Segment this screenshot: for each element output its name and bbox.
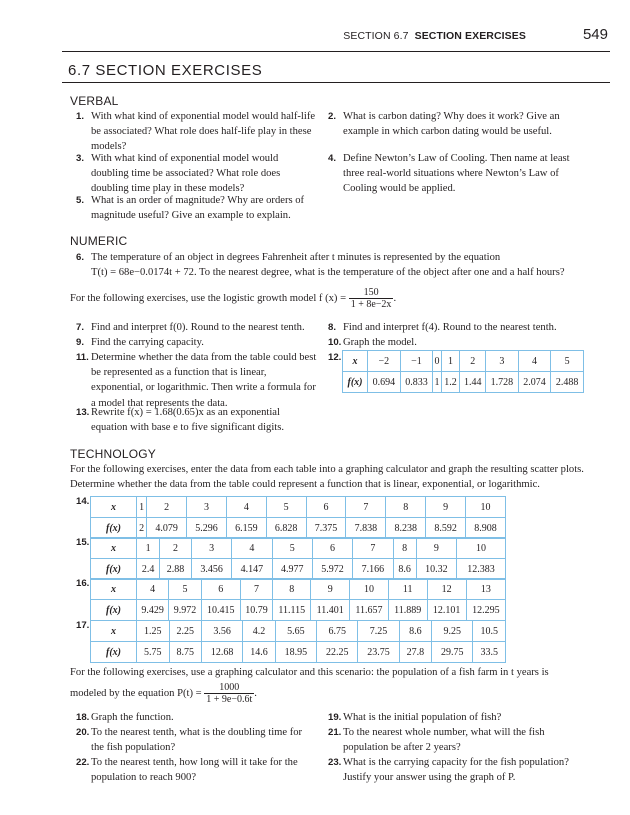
table-cell: 1.728: [486, 372, 519, 393]
fish-intro: For the following exercises, use a graphing calculator and this scenario: the population of a fish farm in t years is modeled by the equation P(t) = $\frac{1000}{1 + 9e-0.6t}$ .: [70, 665, 590, 705]
table-cell: 1.44: [460, 372, 486, 393]
table-cell: −2: [368, 351, 401, 372]
table-cell: 7.25: [358, 621, 399, 642]
table-cell: 6: [312, 538, 352, 559]
row-header: x: [91, 621, 137, 642]
table-cell: 3: [486, 351, 519, 372]
table-row-fx: [343, 372, 584, 393]
table-cell: 8.908: [466, 518, 506, 539]
fraction-numerator: 1000: [219, 682, 240, 693]
fraction-numerator: 150: [363, 287, 379, 298]
table-cell: 11.115: [273, 600, 311, 621]
table-cell: 6.75: [317, 621, 358, 642]
table-cell: 11.889: [388, 600, 427, 621]
question-text: What is the initial population of fish?: [343, 712, 502, 723]
table-cell: 29.75: [432, 642, 473, 663]
table-cell: 11.657: [350, 600, 389, 621]
question-text: What is an order of magnitude? Why are orders of magnitude useful? Give an example to explain.: [91, 195, 305, 222]
table-cell: 9.25: [432, 621, 473, 642]
question-text: With what kind of exponential model would doubling time be associated? What role does doubling time play in these models?: [91, 153, 281, 195]
table-cell: 9: [416, 538, 456, 559]
question-text: Find the carrying capacity.: [91, 337, 204, 348]
table-row-x: [91, 538, 506, 559]
table-cell: 9.429: [137, 600, 169, 621]
table-cell: 6.159: [226, 518, 266, 539]
table-cell: 6.828: [266, 518, 306, 539]
question-number: 16.: [76, 578, 90, 589]
numeric-heading: NUMERIC: [70, 234, 128, 248]
question-number: 13.: [76, 407, 90, 418]
table-cell: 2.25: [169, 621, 202, 642]
table-cell: 8: [273, 579, 311, 600]
row-header: x: [91, 579, 137, 600]
table-cell: 7: [346, 497, 386, 518]
table-cell: 11: [388, 579, 427, 600]
question-text: Define Newton’s Law of Cooling. Then name at least three real-world situations where Newton’s Law of Cooling would be applied.: [343, 153, 570, 195]
table-cell: 12.383: [457, 559, 506, 580]
header-rule: [62, 51, 610, 52]
table-cell: 9.972: [169, 600, 201, 621]
question-number: 14.: [76, 496, 90, 507]
table-cell: 10.415: [201, 600, 240, 621]
question-1: [76, 109, 317, 155]
question-equation: T(t) = 68e−0.0174t + 72. To the nearest degree, what is the temperature of the object after one and a half hours?: [91, 267, 565, 279]
question-number: 23.: [328, 757, 342, 768]
question-19: [328, 710, 579, 725]
table-row-x: [91, 579, 506, 600]
table-cell: 13: [466, 579, 505, 600]
table-cell: 4.977: [272, 559, 312, 580]
table-cell: 8.75: [169, 642, 202, 663]
table-cell: 4: [226, 497, 266, 518]
question-9: [76, 335, 317, 350]
table-cell: 10: [457, 538, 506, 559]
table-cell: 3: [191, 538, 231, 559]
table-cell: 7: [353, 538, 393, 559]
page-number: 549: [582, 26, 608, 43]
question-number: 19.: [328, 712, 342, 723]
table-cell: 10.32: [416, 559, 456, 580]
table-cell: 14.6: [243, 642, 276, 663]
table-cell: 2: [460, 351, 486, 372]
row-header: x: [343, 351, 368, 372]
table-cell: 8.6: [393, 559, 416, 580]
question-number: 21.: [328, 727, 342, 738]
table-cell: 12.101: [427, 600, 466, 621]
fish-fraction: [204, 682, 254, 705]
table-cell: 6: [201, 579, 240, 600]
table-cell: 7.838: [346, 518, 386, 539]
question-text: Find and interpret f(4). Round to the nearest tenth.: [343, 322, 557, 333]
table-cell: 1: [137, 538, 160, 559]
table-cell: 4: [518, 351, 551, 372]
table-row-fx: [91, 642, 506, 663]
question-text: With what kind of exponential model would half-life be associated? What role does half-life play in these models?: [91, 111, 316, 153]
table-cell: 7.375: [306, 518, 346, 539]
question-8: [328, 320, 583, 335]
table-cell: 5: [272, 538, 312, 559]
table-cell: 23.75: [358, 642, 399, 663]
question-21: [328, 725, 579, 755]
section-rule: [62, 82, 610, 83]
row-header: f(x): [91, 518, 137, 539]
row-header: f(x): [91, 642, 137, 663]
data-table: [90, 578, 506, 621]
section-title: 6.7 SECTION EXERCISES: [68, 62, 263, 79]
logistic-intro-text: For the following exercises, use the logistic growth model f (x) =: [70, 292, 347, 304]
table-cell: 4.079: [147, 518, 187, 539]
question-number: 5.: [76, 195, 85, 206]
table-q12: [342, 350, 584, 393]
question-number: 20.: [76, 727, 90, 738]
table-cell: 2.488: [551, 372, 584, 393]
question-number: 6.: [76, 252, 85, 263]
question-number: 3.: [76, 153, 85, 164]
data-table: [90, 496, 506, 539]
question-text: The temperature of an object in degrees Fahrenheit after t minutes is represented by the equation: [91, 252, 501, 263]
question-text: Rewrite f(x) = 1.68(0.65)x as an exponential equation with base e to five significant digits.: [91, 407, 284, 434]
question-23: [328, 755, 579, 785]
table-cell: 33.5: [473, 642, 506, 663]
table-cell: 9: [311, 579, 350, 600]
table-cell: 8.238: [386, 518, 426, 539]
table-cell: 5: [169, 579, 201, 600]
table-cell: 4.2: [243, 621, 276, 642]
question-number: 8.: [328, 322, 337, 333]
table-cell: 11.401: [311, 600, 350, 621]
logistic-intro: For the following exercises, use the logistic growth model f (x) = $\frac{150}{1 + 8e-2x}$ .: [70, 287, 397, 310]
question-number: 22.: [76, 757, 90, 768]
header-section: SECTION 6.7: [343, 30, 409, 42]
table-row-fx: [91, 559, 506, 580]
fraction-denominator: 1 + 8e−2x: [350, 299, 392, 310]
question-5: [76, 193, 317, 223]
table-cell: 12.295: [466, 600, 505, 621]
question-number: 11.: [76, 352, 89, 363]
table-cell: 3: [187, 497, 227, 518]
table-cell: 5.75: [137, 642, 170, 663]
technology-heading: TECHNOLOGY: [70, 447, 157, 461]
question-number: 12.: [328, 352, 342, 363]
table-cell: 8.592: [426, 518, 466, 539]
question-22: [76, 755, 317, 785]
table-cell: 7.166: [353, 559, 393, 580]
data-table: [90, 620, 506, 663]
row-header: f(x): [91, 559, 137, 580]
table-row-fx: [91, 600, 506, 621]
table-cell: 4.147: [232, 559, 272, 580]
table-cell: 5.65: [275, 621, 316, 642]
table-cell: 27.8: [399, 642, 432, 663]
question-number: 7.: [76, 322, 85, 333]
table-cell: 8.6: [399, 621, 432, 642]
table-cell: 8: [386, 497, 426, 518]
verbal-heading: VERBAL: [70, 94, 119, 108]
table-cell: 8: [393, 538, 416, 559]
question-text: To the nearest tenth, how long will it take for the population to reach 900?: [91, 757, 298, 784]
row-header: x: [91, 538, 137, 559]
table-cell: 1: [137, 497, 147, 518]
table-cell: 5: [551, 351, 584, 372]
table-cell: 4: [137, 579, 169, 600]
question-text: Graph the function.: [91, 712, 174, 723]
table-cell: 6: [306, 497, 346, 518]
row-header: f(x): [91, 600, 137, 621]
fish-intro-line2: modeled by the equation P(t) =: [70, 687, 202, 699]
question-number: 1.: [76, 111, 85, 122]
question-13: [76, 405, 317, 435]
table-cell: 1: [433, 372, 441, 393]
question-6: [76, 250, 591, 280]
technology-intro: For the following exercises, enter the data from each table into a graphing calculator and graph the resulting scatter plots. Determine whether the data from the table could represent a function that is linear, exponential, or logarithmic.: [70, 464, 584, 490]
question-7: [76, 320, 317, 335]
question-10: [328, 335, 583, 350]
question-number: 9.: [76, 337, 85, 348]
table-cell: 22.25: [317, 642, 358, 663]
table-cell: 5.972: [312, 559, 352, 580]
fraction-denominator: 1 + 9e−0.6t: [206, 694, 253, 705]
question-text: Find and interpret f(0). Round to the nearest tenth.: [91, 322, 305, 333]
question-18: [76, 710, 317, 725]
table-row-x: [91, 621, 506, 642]
table-cell: 2.4: [137, 559, 160, 580]
table-cell: 2: [147, 497, 187, 518]
table-cell: 10.5: [473, 621, 506, 642]
table-cell: −1: [400, 351, 433, 372]
question-3: [76, 151, 317, 197]
question-number: 15.: [76, 537, 90, 548]
table-cell: 0.833: [400, 372, 433, 393]
table-cell: 5.296: [187, 518, 227, 539]
table-row-x: [343, 351, 584, 372]
running-header: [343, 30, 526, 42]
question-number: 10.: [328, 337, 342, 348]
table-cell: 4: [232, 538, 272, 559]
question-20: [76, 725, 317, 755]
table-cell: 1.2: [441, 372, 460, 393]
table-cell: 12.68: [202, 642, 243, 663]
question-4: [328, 151, 573, 197]
table-cell: 2: [137, 518, 147, 539]
row-header: f(x): [343, 372, 368, 393]
table-cell: 10.79: [240, 600, 272, 621]
table-cell: 1: [441, 351, 460, 372]
row-header: x: [91, 497, 137, 518]
question-11: [76, 350, 317, 411]
table-cell: 2: [160, 538, 192, 559]
table-cell: 2.074: [518, 372, 551, 393]
table-cell: 3.456: [191, 559, 231, 580]
question-number: 2.: [328, 111, 337, 122]
question-text: To the nearest whole number, what will the fish population be after 2 years?: [343, 727, 545, 754]
table-cell: 3.56: [202, 621, 243, 642]
table-cell: 9: [426, 497, 466, 518]
table-cell: 0: [433, 351, 441, 372]
question-text: Determine whether the data from the table could best be represented as a function that is linear, exponential, or logarithmic. Then write a formula for a model that represents the data.: [91, 352, 317, 409]
table-cell: 5: [266, 497, 306, 518]
table-cell: 1.25: [137, 621, 170, 642]
table-row-x: [91, 497, 506, 518]
question-text: What is carbon dating? Why does it work? Give an example in which carbon dating would be useful.: [343, 111, 560, 138]
table-cell: 12: [427, 579, 466, 600]
question-text: To the nearest tenth, what is the doubling time for the fish population?: [91, 727, 303, 754]
fish-intro-line1: For the following exercises, use a graphing calculator and this scenario: the population of a fish farm in t years is: [70, 667, 549, 678]
logistic-fraction: [349, 287, 394, 310]
table-cell: 18.95: [275, 642, 316, 663]
data-table: [90, 537, 506, 580]
table-cell: 10: [466, 497, 506, 518]
question-text: Graph the model.: [343, 337, 417, 348]
question-number: 17.: [76, 620, 90, 631]
question-text: What is the carrying capacity for the fish population? Justify your answer using the graph of P.: [343, 757, 569, 784]
question-number: 18.: [76, 712, 90, 723]
table-cell: 7: [240, 579, 272, 600]
table-cell: 2.88: [160, 559, 192, 580]
table-row-fx: [91, 518, 506, 539]
table-cell: 0.694: [368, 372, 401, 393]
table-cell: 10: [350, 579, 389, 600]
header-title: SECTION EXERCISES: [414, 30, 526, 42]
question-2: [328, 109, 573, 139]
question-number: 4.: [328, 153, 337, 164]
